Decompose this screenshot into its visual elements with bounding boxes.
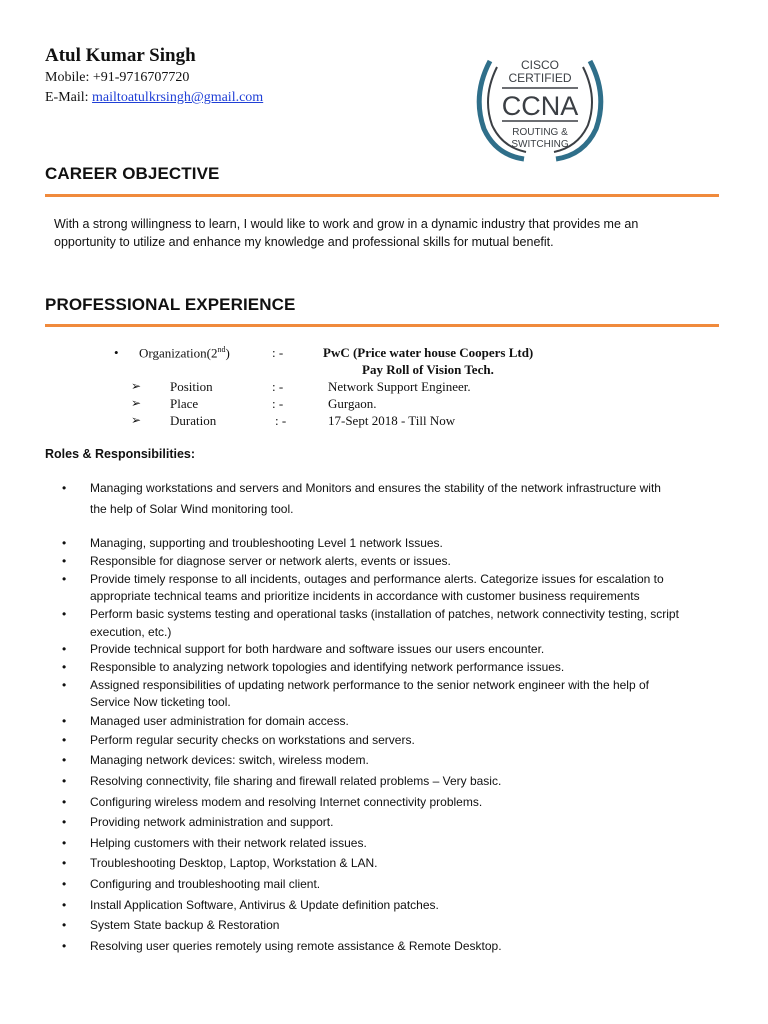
bullet-icon: • [62,898,67,912]
ccna-badge-logo [470,55,610,163]
org-separator: : - [272,345,284,360]
career-objective-heading: CAREER OBJECTIVE [45,164,220,183]
roles-heading: Roles & Responsibilities: [45,447,196,461]
professional-experience-heading: PROFESSIONAL EXPERIENCE [45,295,296,314]
duration-separator: : - [275,413,287,428]
position-separator: : - [272,379,284,394]
bullet-icon: • [62,481,67,495]
bullet-icon: • [62,795,67,809]
career-objective-text [54,215,694,251]
bullet-icon: • [62,774,67,788]
place-value: Gurgaon. [328,396,377,411]
badge-line1: CISCO [520,58,560,72]
org-label-text: Organization(2 [139,345,218,361]
badge-line4: ROUTING & [512,127,568,138]
organization-name: PwC (Price water house Coopers Ltd) [323,345,534,360]
place-separator: : - [272,396,284,411]
bullet-icon: • [62,753,67,767]
section-divider [45,194,719,197]
mobile-label: Mobile: [45,70,90,85]
bullet-icon: • [62,678,67,692]
badge-line2: CERTIFIED [508,71,572,85]
org-label-sup: nd [217,345,226,354]
objective-line-1: With a strong willingness to learn, I would like to work and grow in a dynamic industry that provides me an [54,217,639,231]
bullet-icon: • [62,572,67,586]
bullet-icon: • [62,939,67,953]
org-bullet-icon: • [114,345,119,360]
email-label: E-Mail: [45,90,89,105]
badge-line3: CCNA [501,91,579,121]
duration-label: Duration [170,413,217,428]
email-line [45,90,263,106]
bullet-icon: • [62,660,67,674]
arrow-bullet-icon: ➢ [131,413,142,427]
org-label-close: ) [225,345,230,361]
bullet-icon: • [62,642,67,656]
badge-line5: SWITCHING [511,139,569,150]
position-label: Position [170,379,213,394]
bullet-icon: • [62,815,67,829]
bullet-icon: • [62,856,67,870]
section-divider [45,324,719,327]
mobile-number: +91-9716707720 [92,70,190,85]
organization-payroll: Pay Roll of Vision Tech. [362,362,494,377]
place-label: Place [170,396,199,411]
email-link[interactable]: mailtoatulkrsingh@gmail.com [92,90,264,105]
bullet-icon: • [62,536,67,550]
bullet-icon: • [62,607,67,621]
arrow-bullet-icon: ➢ [131,396,142,410]
bullet-icon: • [62,836,67,850]
organization-label [139,345,230,361]
bullet-icon: • [62,733,67,747]
position-value: Network Support Engineer. [328,379,471,394]
bullet-icon: • [62,918,67,932]
bullet-icon: • [62,714,67,728]
objective-line-2: opportunity to utilize and enhance my knowledge and professional skills for mutual benefit. [54,235,554,249]
duration-value: 17-Sept 2018 - Till Now [328,413,456,428]
arrow-bullet-icon: ➢ [131,379,142,393]
bullet-icon: • [62,877,67,891]
bullet-icon: • [62,554,67,568]
candidate-name: Atul Kumar Singh [45,45,196,66]
mobile-line [45,70,189,86]
